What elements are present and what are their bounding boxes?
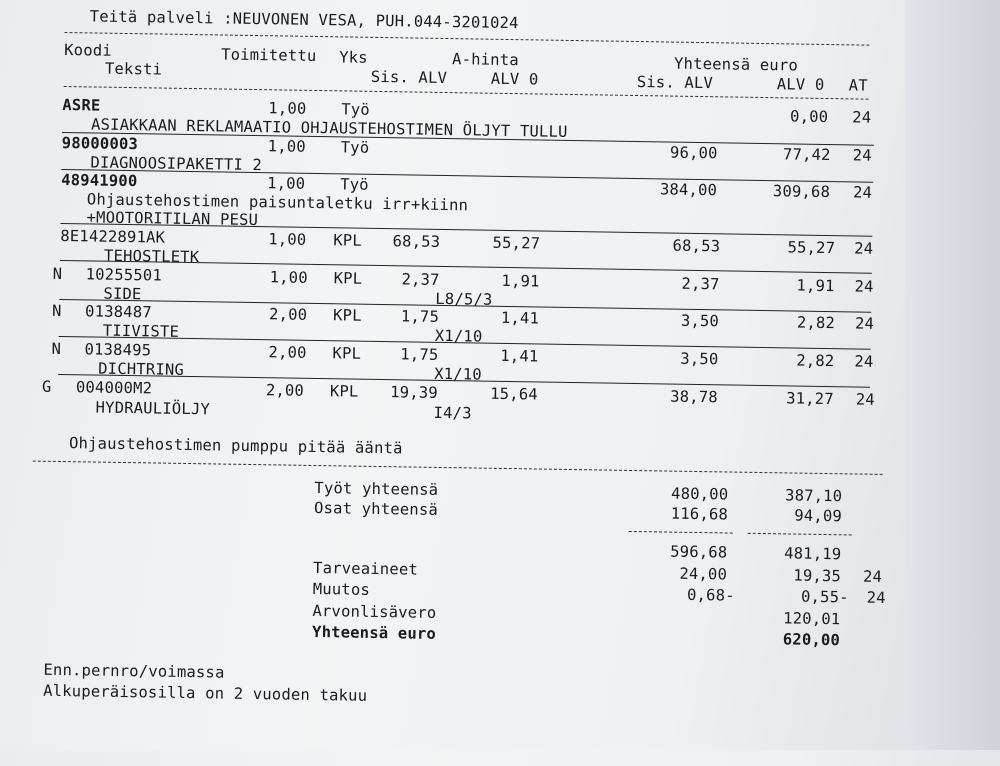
- row-at: 24: [855, 390, 876, 409]
- col-at: AT: [848, 76, 868, 95]
- muutos-alv0: 0,55-: [800, 587, 849, 607]
- remark: Ohjaustehostimen pumppu pitää ääntä: [68, 434, 403, 458]
- row-total-alv0: 31,27: [786, 389, 834, 409]
- tyot-alv0: 387,10: [784, 486, 843, 506]
- row-total-alv0: 2,82: [796, 351, 835, 371]
- row-text: Ohjaustehostimen paisuntaletku irr+kiinn: [86, 190, 469, 215]
- col-sis-alv-total: Sis. ALV: [636, 73, 714, 93]
- header-separator-2: [64, 86, 869, 100]
- header-separator: [64, 32, 869, 46]
- row-at: 24: [854, 352, 874, 371]
- arvonlisavero-label: Arvonlisävero: [312, 601, 437, 622]
- row-total-alv0: 2,82: [796, 313, 836, 333]
- muutos-at: 24: [866, 588, 886, 607]
- col-toimitettu: Toimitettu: [221, 45, 317, 65]
- row-a-sis: 1,75: [400, 345, 439, 364]
- col-teksti: Teksti: [104, 59, 163, 79]
- row-ref: L8/5/3: [435, 289, 493, 309]
- row-ref: X1/10: [434, 364, 482, 384]
- row-text: TIIVISTE: [102, 321, 180, 341]
- row-at: 24: [852, 183, 873, 202]
- row-total-alv0: 55,27: [787, 238, 836, 258]
- row-code: 10255501: [85, 265, 163, 285]
- row-at: 24: [854, 239, 874, 258]
- row-qty: 1,00: [268, 230, 307, 249]
- row-a-sis: 2,37: [401, 270, 440, 289]
- row-code: 0138495: [84, 340, 152, 360]
- row-total-alv0: 0,00: [789, 107, 829, 127]
- row-unit: KPL: [332, 344, 362, 363]
- row-total-sis: 3,50: [680, 349, 719, 369]
- subtotal-sis: 596,68: [670, 542, 728, 562]
- muutos-label: Muutos: [312, 579, 371, 599]
- row-at: 24: [852, 146, 872, 165]
- row-unit: KPL: [333, 231, 363, 250]
- row-qty: 2,00: [268, 305, 308, 324]
- row-code: 004000M2: [75, 378, 153, 398]
- row-ref: X1/10: [434, 326, 483, 346]
- col-koodi: Koodi: [64, 41, 113, 60]
- row-qty: 1,00: [267, 137, 307, 156]
- row-a-alv0: 1,41: [500, 346, 539, 366]
- footer-line-2: Alkuperäisosilla on 2 vuoden takuu: [43, 681, 368, 705]
- col-alv0: ALV 0: [490, 69, 539, 89]
- grand-total-label: Yhteensä euro: [311, 622, 437, 643]
- row-flag: G: [41, 377, 52, 396]
- row-a-sis: 19,39: [390, 383, 439, 402]
- row-at: 24: [854, 277, 874, 296]
- totals-separator: [33, 461, 883, 475]
- col-yks: Yks: [338, 48, 368, 67]
- row-a-alv0: 55,27: [492, 233, 541, 253]
- row-code: 48941900: [61, 170, 138, 191]
- row-flag: N: [51, 339, 62, 359]
- row-qty: 2,00: [265, 381, 305, 400]
- row-total-sis: 96,00: [669, 143, 718, 163]
- col-yhteensa: Yhteensä euro: [673, 54, 799, 75]
- row-text: HYDRAULIÖLJY: [95, 398, 211, 419]
- row-total-sis: 3,50: [680, 311, 720, 331]
- row-unit: KPL: [333, 269, 363, 288]
- col-a-hinta: A-hinta: [451, 50, 519, 70]
- row-unit: Työ: [340, 138, 370, 157]
- served-by-line: Teitä palveli :NEUVONEN VESA, PUH.044-3201024: [89, 7, 519, 33]
- row-qty: 1,00: [267, 174, 306, 193]
- row-a-alv0: 1,41: [500, 308, 540, 328]
- row-total-alv0: 309,68: [772, 182, 831, 202]
- osat-alv0: 94,09: [794, 506, 843, 526]
- muutos-sis: 0,68-: [686, 585, 735, 605]
- tarveaineet-label: Tarveaineet: [312, 558, 419, 579]
- row-separator: [61, 169, 873, 183]
- tarveaineet-alv0: 19,35: [793, 566, 842, 586]
- row-unit: Työ: [341, 100, 371, 119]
- row-code: 8E1422891AK: [60, 226, 166, 247]
- row-at: 24: [854, 314, 875, 333]
- row-unit: Työ: [340, 175, 369, 194]
- row-total-sis: 2,37: [681, 274, 720, 294]
- row-total-sis: 38,78: [670, 387, 718, 407]
- row-a-sis: 1,75: [400, 307, 440, 326]
- row-total-sis: 68,53: [672, 236, 721, 256]
- grand-total-value: 620,00: [782, 630, 841, 650]
- col-sis-alv: Sis. ALV: [370, 67, 448, 88]
- row-total-alv0: 1,91: [796, 276, 835, 296]
- row-qty: 2,00: [268, 343, 307, 362]
- osat-sis: 116,68: [670, 504, 729, 524]
- row-qty: 1,00: [269, 268, 308, 287]
- row-total-sis: 384,00: [659, 180, 718, 200]
- row-text: DIAGNOOSIPAKETTI 2: [90, 153, 263, 175]
- footer-line-1: Enn.pernro/voimassa: [43, 660, 225, 682]
- row-code: 98000003: [61, 133, 139, 154]
- tyot-sis: 480,00: [670, 484, 729, 504]
- row-ref: I4/3: [433, 403, 472, 423]
- row-text: TEHOSTLETK: [103, 246, 200, 267]
- row-total-alv0: 77,42: [782, 145, 831, 165]
- row-at: 24: [852, 108, 872, 127]
- row-code: 0138487: [84, 302, 152, 322]
- row-text: SIDE: [103, 284, 142, 304]
- row-unit: KPL: [332, 306, 362, 325]
- row-unit: KPL: [329, 382, 359, 401]
- subtotal-rule-sis: [629, 531, 733, 534]
- row-text: DICHTRING: [98, 359, 185, 379]
- row-a-sis: 68,53: [392, 232, 441, 251]
- row-qty: 1,00: [268, 99, 307, 118]
- tarveaineet-at: 24: [862, 567, 883, 586]
- row-text-2: +MOOTORITILAN PESU: [86, 208, 259, 230]
- subtotal-alv0: 481,19: [784, 544, 842, 564]
- subtotal-rule-alv0: [748, 533, 852, 536]
- row-a-alv0: 1,91: [501, 271, 540, 291]
- col-alv0-total: ALV 0: [776, 75, 825, 94]
- tyot-label: Työt yhteensä: [314, 478, 439, 499]
- row-code: ASRE: [62, 95, 101, 115]
- row-flag: N: [51, 301, 62, 321]
- row-text: ASIAKKAAN REKLAMAATIO OHJAUSTEHOSTIMEN ÖLJYT TULLU: [90, 115, 568, 141]
- arvonlisavero-value: 120,01: [783, 609, 841, 629]
- row-flag: N: [52, 264, 63, 284]
- row-a-alv0: 15,64: [490, 384, 539, 404]
- tarveaineet-sis: 24,00: [679, 564, 728, 584]
- osat-label: Osat yhteensä: [313, 498, 439, 519]
